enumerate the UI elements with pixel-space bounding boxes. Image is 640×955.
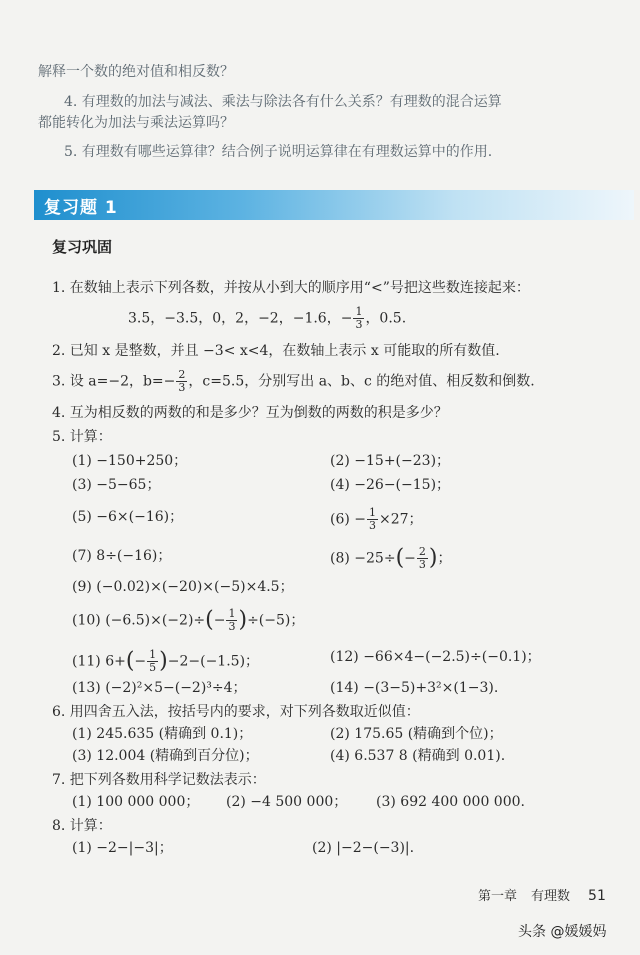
q1-fraction [353, 306, 364, 331]
q5-item-8-lparen: ( [395, 545, 405, 571]
q5-item-8-den: 3 [418, 558, 426, 571]
q5-item-8-a: (8) −25÷ [330, 550, 396, 567]
q5-item-10-lparen: ( [205, 607, 214, 633]
q7-title: 7. 把下列各数用科学记数法表示： [52, 772, 266, 788]
intro-line-2: 4. 有理数的加法与减法、乘法与除法各有什么关系？有理数的混合运算 [64, 94, 502, 110]
q3-fraction [176, 369, 187, 394]
q6-item-3: (3) 12.004 (精确到百分位)； [72, 748, 259, 764]
q2-text: 2. 已知 x 是整数，并且 −3< x<4，在数轴上表示 x 可能取的所有数值. [52, 343, 500, 359]
q8-item-2: (2) |−2−(−3)|. [312, 840, 415, 856]
section-title: 复习巩固 [52, 238, 113, 256]
q5-item-14: (14) −(3−5)+3²×(1−3). [330, 680, 499, 696]
q8-item-1: (1) −2−|−3|； [72, 840, 173, 856]
footer-chapter-name: 有理数 [531, 889, 571, 904]
q6-item-1: (1) 245.635 (精确到 0.1)； [72, 726, 253, 742]
q5-item-6-a: (6) − [330, 511, 367, 528]
q7-item-3: (3) 692 400 000 000. [376, 794, 525, 810]
intro-line-3: 都能转化为加法与乘法运算吗？ [38, 115, 234, 131]
q5-item-6-num: 1 [369, 506, 377, 519]
page-footer [478, 885, 606, 904]
review-banner [34, 190, 634, 220]
q5-item-10-den: 3 [228, 620, 236, 633]
q5-item-6 [330, 507, 423, 532]
q5-item-8-minus: − [404, 550, 416, 567]
q5-item-11-rparen: ) [159, 648, 168, 674]
q5-item-12: (12) −66×4−(−2.5)÷(−0.1)； [330, 649, 541, 665]
q5-item-10-minus: − [213, 612, 226, 629]
q5-item-11 [72, 649, 259, 674]
q5-item-7: (7) 8÷(−16)； [72, 548, 172, 564]
q1-text: 1. 在数轴上表示下列各数，并按从小到大的顺序用“<”号把这些数连接起来： [52, 280, 530, 296]
watermark-handle: @媛媛妈 [550, 924, 607, 940]
q1-frac-den: 3 [355, 318, 363, 331]
q5-item-4: (4) −26−(−15)； [330, 477, 451, 493]
q5-item-8-rparen: ) [428, 545, 438, 571]
q8-title: 8. 计算： [52, 818, 112, 834]
q5-item-10-a: (10) (−6.5)×(−2)÷ [72, 612, 206, 629]
q3-part-b: ，c=5.5，分别写出 a、b、c 的绝对值、相反数和倒数. [188, 373, 535, 390]
q5-item-10 [72, 608, 304, 633]
q3-frac-num: 2 [178, 368, 186, 381]
q5-item-10-num: 1 [228, 607, 236, 620]
banner-title: 复习题 1 [44, 198, 118, 218]
q5-item-6-den: 3 [369, 519, 377, 532]
q5-item-8-num: 2 [418, 545, 426, 558]
q5-item-8-fraction [417, 546, 428, 571]
q6-item-4: (4) 6.537 8 (精确到 0.01). [330, 748, 506, 764]
footer-page-number: 51 [588, 888, 606, 904]
q3-text [52, 369, 535, 394]
q1-frac-num: 1 [355, 305, 363, 318]
q5-item-8-b: ； [437, 550, 452, 567]
q1-numbers-b: ，0.5. [365, 310, 407, 327]
q5-item-1: (1) −150+250； [72, 453, 188, 469]
q5-item-5: (5) −6×(−16)； [72, 509, 184, 525]
q5-item-2: (2) −15+(−23)； [330, 453, 451, 469]
q5-item-9: (9) (−0.02)×(−20)×(−5)×4.5； [72, 579, 294, 595]
q5-item-13: (13) (−2)²×5−(−2)³÷4； [72, 680, 247, 696]
q5-item-10-fraction [226, 608, 237, 633]
footer-chapter: 第一章 [478, 889, 518, 904]
q5-item-10-b: ÷(−5)； [247, 612, 305, 629]
q6-item-2: (2) 175.65 (精确到个位)； [330, 726, 503, 742]
q5-item-6-fraction [367, 507, 378, 532]
q1-numbers [128, 306, 406, 331]
q5-item-11-num: 1 [149, 648, 157, 661]
q6-title: 6. 用四舍五入法，按括号内的要求，对下列各数取近似值： [52, 704, 420, 720]
q5-item-11-minus: − [134, 653, 147, 670]
intro-line-1: 解释一个数的绝对值和相反数？ [38, 64, 234, 80]
q5-item-11-b: −2−(−1.5)； [167, 653, 260, 670]
intro-line-4: 5. 有理数有哪些运算律？结合例子说明运算律在有理数运算中的作用. [64, 144, 493, 160]
q5-item-11-a: (11) 6+ [72, 653, 126, 670]
q5-item-10-rparen: ) [238, 607, 248, 633]
q5-item-11-den: 5 [149, 661, 157, 674]
q5-item-8 [330, 546, 451, 571]
q3-part-a: 3. 设 a=−2，b=− [52, 373, 176, 390]
q1-numbers-a: 3.5，−3.5，0，2，−2，−1.6，− [128, 310, 353, 327]
q4-text: 4. 互为相反数的两数的和是多少？互为倒数的两数的积是多少？ [52, 405, 448, 421]
watermark-source: 头条 [518, 924, 546, 940]
q5-item-11-lparen: ( [125, 648, 135, 674]
q7-item-1: (1) 100 000 000； [72, 794, 200, 810]
watermark [518, 921, 606, 941]
q5-item-3: (3) −5−65； [72, 477, 161, 493]
q5-title: 5. 计算： [52, 429, 112, 445]
q5-item-6-b: ×27； [379, 511, 423, 528]
q5-item-11-fraction [147, 649, 158, 674]
q3-frac-den: 3 [178, 381, 186, 394]
q7-item-2: (2) −4 500 000； [226, 794, 348, 810]
